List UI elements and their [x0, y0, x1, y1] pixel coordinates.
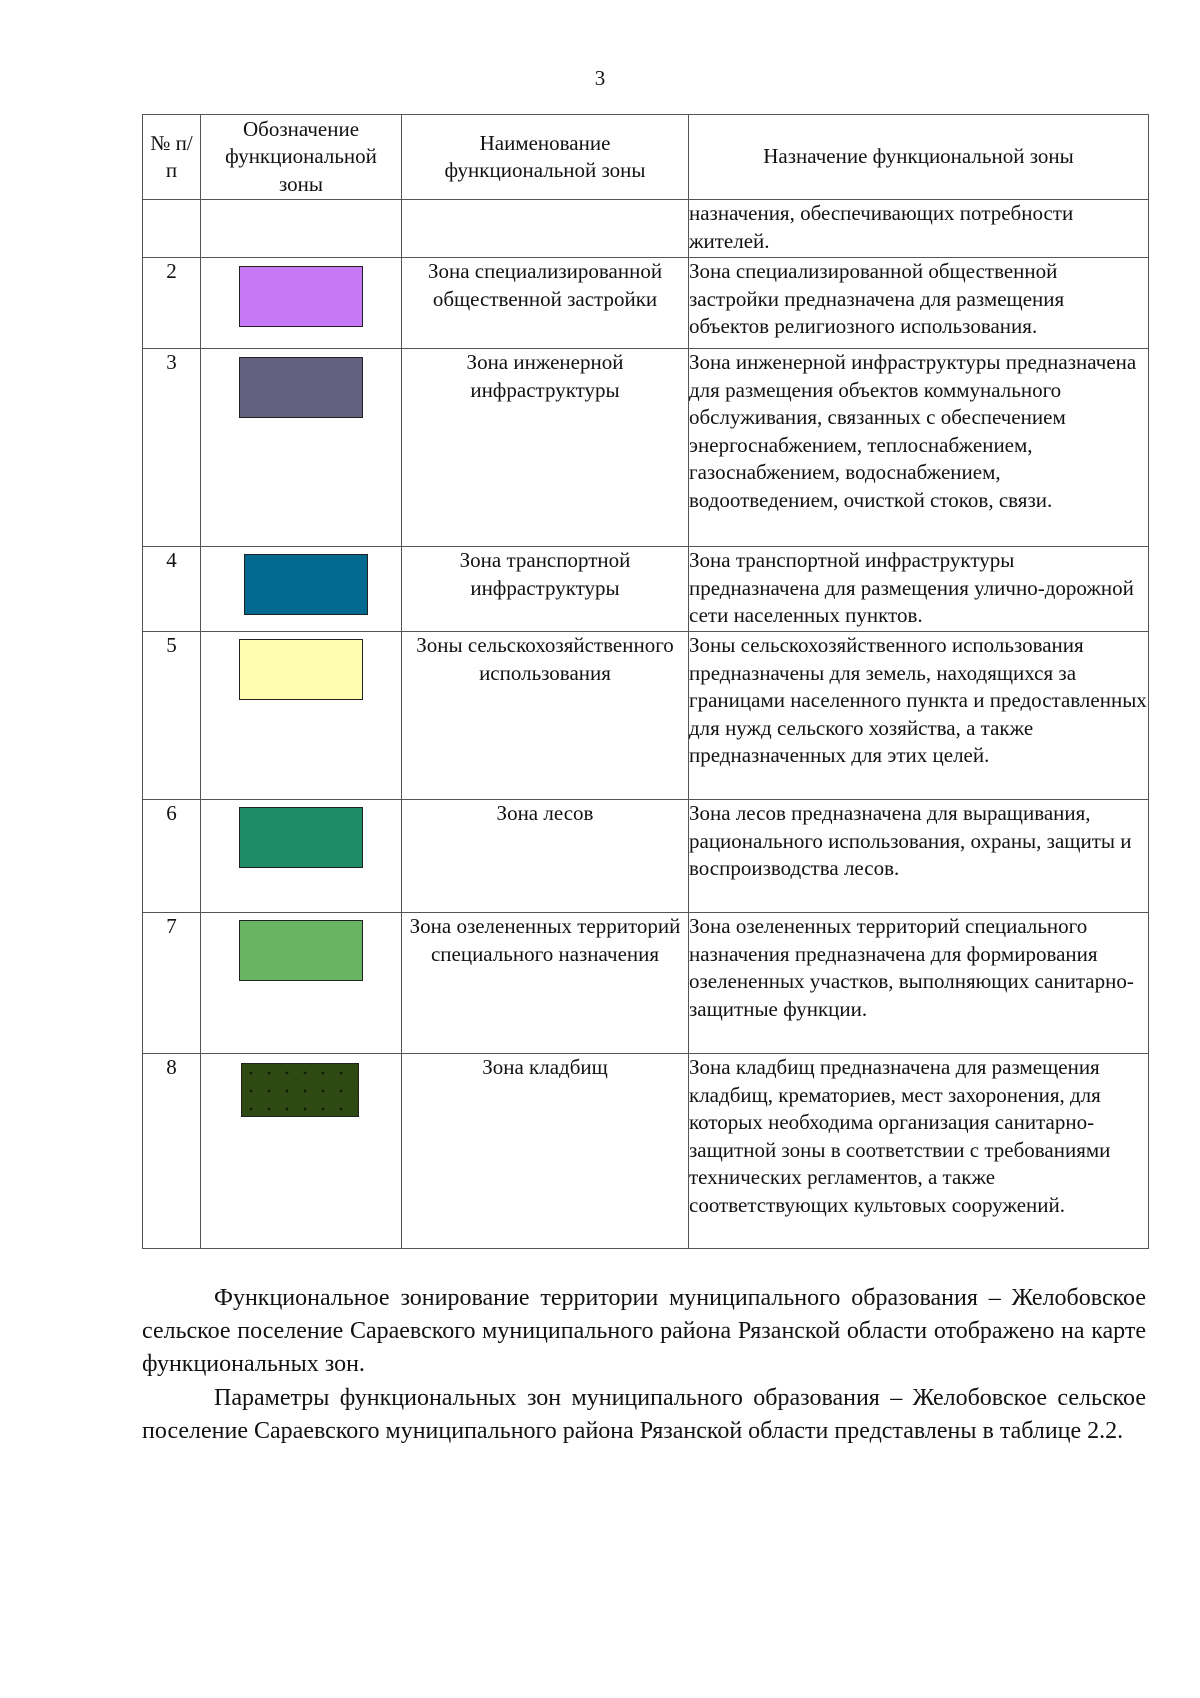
- zone-color-swatch: [239, 357, 363, 418]
- cell-zone-name: Зона лесов: [402, 800, 689, 913]
- cell-number: 4: [143, 547, 201, 632]
- cell-number: 6: [143, 800, 201, 913]
- table-row-zone-5: [143, 632, 1149, 800]
- table-row-zone-7: [143, 913, 1149, 1054]
- cell-symbol: [201, 349, 402, 547]
- zone-color-swatch: [239, 639, 363, 700]
- table-row-continuation: [143, 200, 1149, 258]
- cell-zone-purpose: назначения, обеспечивающих потребности жителей.: [689, 200, 1149, 258]
- cell-zone-name: Зона транспортной инфраструктуры: [402, 547, 689, 632]
- table-row-zone-6: [143, 800, 1149, 913]
- header-symbol: Обозначение функциональной зоны: [201, 115, 402, 200]
- cell-number: 3: [143, 349, 201, 547]
- table-row-zone-3: [143, 349, 1149, 547]
- header-zone-purpose: Назначение функциональной зоны: [689, 115, 1149, 200]
- cell-number: 8: [143, 1054, 201, 1249]
- cell-symbol: [201, 258, 402, 349]
- zone-color-swatch: [239, 266, 363, 327]
- cell-number: 5: [143, 632, 201, 800]
- zone-color-swatch: [244, 554, 368, 615]
- cell-zone-name: [402, 200, 689, 258]
- cell-zone-name: Зона специализированной общественной застройки: [402, 258, 689, 349]
- cell-zone-purpose: Зона озелененных территорий специального назначения предназначена для формирования озелененных участков, выполняющих санитарно-защитные функции.: [689, 913, 1149, 1054]
- cell-symbol: [201, 200, 402, 258]
- cell-zone-name: Зона озелененных территорий специального назначения: [402, 913, 689, 1054]
- body-paragraph: Параметры функциональных зон муниципального образования – Желобовское сельское поселение Сараевского муниципального района Рязанской области представлены в таблице 2.2.: [142, 1385, 1146, 1444]
- cell-symbol: [201, 1054, 402, 1249]
- cell-number: 2: [143, 258, 201, 349]
- header-zone-name: Наименование функциональной зоны: [402, 115, 689, 200]
- cell-number: [143, 200, 201, 258]
- functional-zones-table: [142, 114, 1149, 1249]
- table-header-row: [143, 115, 1149, 200]
- table-row-zone-8: [143, 1054, 1149, 1249]
- cell-symbol: [201, 632, 402, 800]
- cell-zone-name: Зоны сельскохозяйственного использования: [402, 632, 689, 800]
- cell-symbol: [201, 547, 402, 632]
- zone-color-swatch: [239, 920, 363, 981]
- cell-zone-name: Зона инженерной инфраструктуры: [402, 349, 689, 547]
- cell-symbol: [201, 800, 402, 913]
- body-paragraph: Функциональное зонирование территории муниципального образования – Желобовское сельское поселение Сараевского муниципального района Рязанской области отображено на карте функциональных зон.: [142, 1285, 1146, 1377]
- page-number: 3: [594, 66, 606, 90]
- header-number: № п/п: [143, 115, 201, 200]
- cell-zone-purpose: Зона лесов предназначена для выращивания, рационального использования, охраны, защиты и воспроизводства лесов.: [689, 800, 1149, 913]
- zone-pattern-swatch: [241, 1063, 359, 1117]
- zone-color-swatch: [239, 807, 363, 868]
- table-row-zone-2: [143, 258, 1149, 349]
- cell-zone-purpose: Зона специализированной общественной застройки предназначена для размещения объектов религиозного использования.: [689, 258, 1149, 349]
- cell-zone-name: Зона кладбищ: [402, 1054, 689, 1249]
- cell-zone-purpose: Зона транспортной инфраструктуры предназначена для размещения улично-дорожной сети населенных пунктов.: [689, 547, 1149, 632]
- cell-symbol: [201, 913, 402, 1054]
- cell-zone-purpose: Зоны сельскохозяйственного использования предназначены для земель, находящихся за границами населенного пункта и предоставленных для нужд сельского хозяйства, а также предназначенных для этих целей.: [689, 632, 1149, 800]
- cell-zone-purpose: Зона инженерной инфраструктуры предназначена для размещения объектов коммунального обслуживания, связанных с обеспечением энергоснабжением, теплоснабжением, газоснабжением, водоснабжением, водоотведением, очисткой стоков, связи.: [689, 349, 1149, 547]
- cell-number: 7: [143, 913, 201, 1054]
- cell-zone-purpose: Зона кладбищ предназначена для размещения кладбищ, крематориев, мест захоронения, для которых необходима организация санитарно-защитной зоны в соответствии с требованиями технических регламентов, а также соответствующих культовых сооружений.: [689, 1054, 1149, 1249]
- table-row-zone-4: [143, 547, 1149, 632]
